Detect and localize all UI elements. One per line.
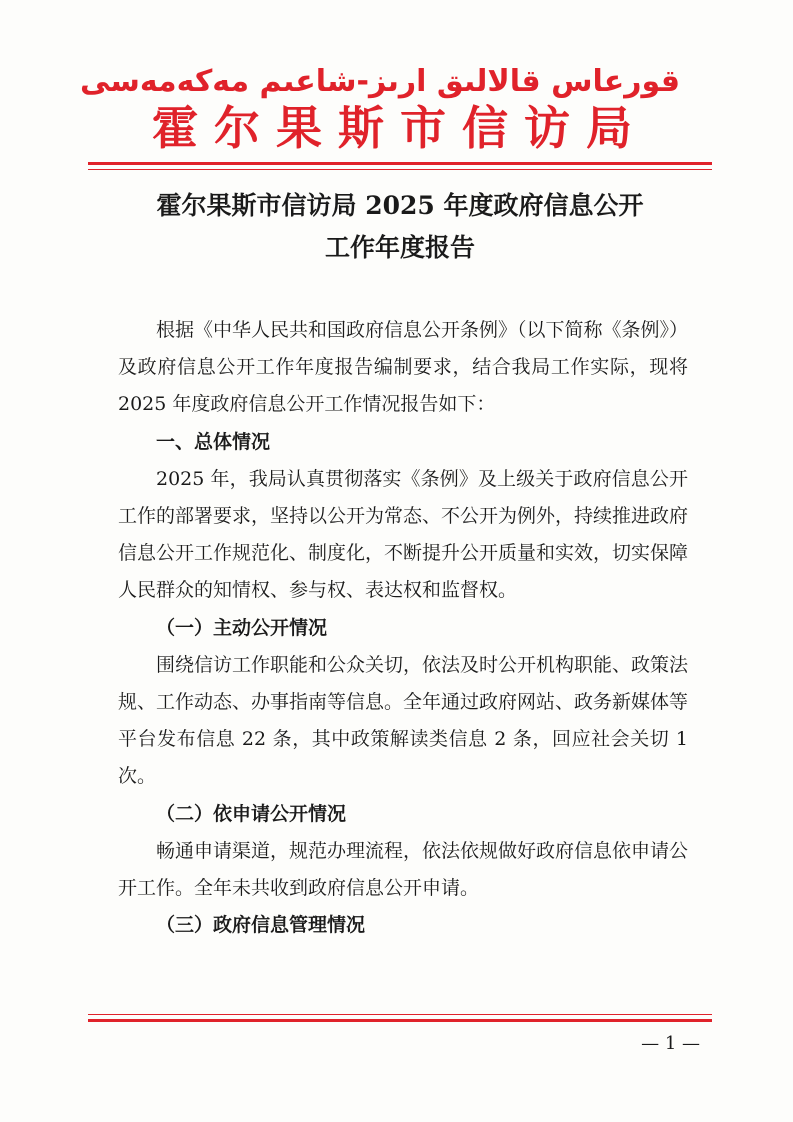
- footer-rule-thick: [88, 1019, 712, 1022]
- overview-paragraph: 2025 年，我局认真贯彻落实《条例》及上级关于政府信息公开工作的部署要求，坚持以公开为常态、不公开为例外，持续推进政府信息公开工作规范化、制度化，不断提升公开质量和实效，切实保障人民群众的知情权、参与权、表达权和监督权。: [118, 467, 689, 602]
- document-body: [118, 312, 688, 944]
- proactive-paragraph: 围绕信访工作职能和公众关切，依法及时公开机构职能、政策法规、工作动态、办事指南等信息。全年通过政府网站、政务新媒体等平台发布信息 22 条，其中政策解读类信息 2 条，回应社会关切 1 次。: [118, 653, 689, 788]
- footer-rule-thin: [88, 1014, 712, 1015]
- letterhead-org-name: 霍尔果斯市信访局: [152, 101, 648, 155]
- letterhead-uyghur-name: قورعاس قالالىق ارىز-شاعىم مەكەمەسى: [80, 64, 680, 99]
- document-title-line1: 霍尔果斯市信访局 2025 年度政府信息公开: [156, 191, 644, 220]
- intro-paragraph: 根据《中华人民共和国政府信息公开条例》（以下简称《条例》）及政府信息公开工作年度报告编制要求，结合我局工作实际，现将 2025 年度政府信息公开工作情况报告如下：: [118, 319, 689, 416]
- page-number: — 1 —: [641, 1033, 700, 1054]
- subsection-heading-proactive: （一）主动公开情况: [156, 616, 328, 639]
- section-heading-overview: 一、总体情况: [156, 430, 271, 453]
- letterhead-rule-thick: [88, 162, 712, 165]
- subsection-heading-management: （三）政府信息管理情况: [156, 914, 366, 937]
- letterhead-rule-thin: [88, 169, 712, 170]
- document-title: [100, 185, 700, 269]
- on-request-paragraph: 畅通申请渠道，规范办理流程，依法依规做好政府信息依申请公开工作。全年未共收到政府信息公开申请。: [118, 839, 689, 900]
- subsection-heading-on-request: （二）依申请公开情况: [156, 802, 347, 825]
- document-title-line2: 工作年度报告: [324, 233, 475, 262]
